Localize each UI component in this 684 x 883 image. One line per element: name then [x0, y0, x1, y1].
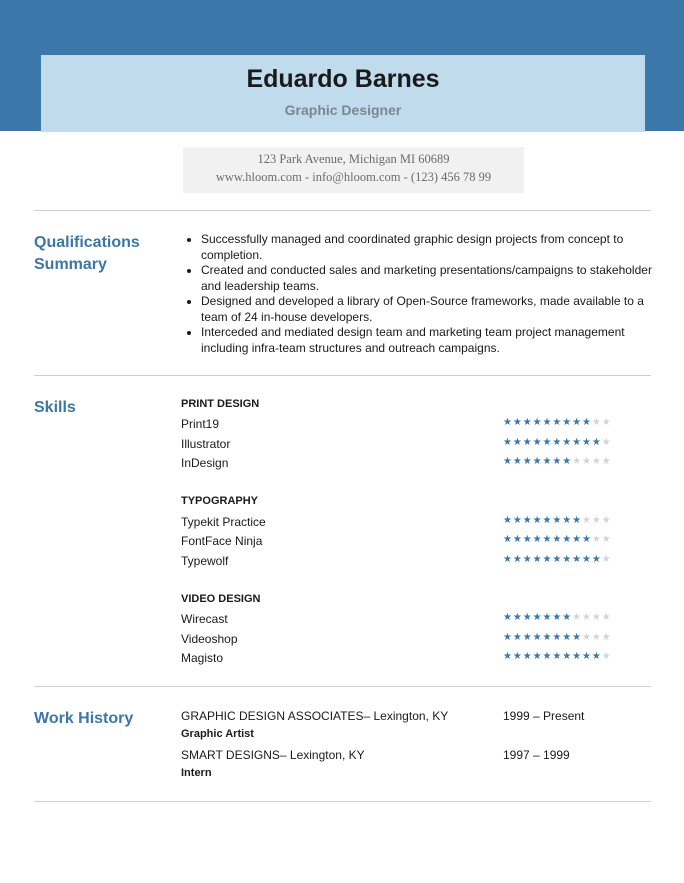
- job-title: Intern: [181, 767, 212, 779]
- star-filled-icon: ★: [582, 437, 592, 448]
- divider: [34, 210, 651, 211]
- star-empty-icon: ★: [572, 456, 582, 467]
- star-empty-icon: ★: [601, 456, 612, 467]
- job-dates: 1999 – Present: [503, 709, 585, 723]
- star-empty-icon: ★: [601, 554, 612, 565]
- star-filled-icon: ★: [542, 612, 553, 623]
- skill-rating: [503, 554, 612, 566]
- star-filled-icon: ★: [522, 651, 533, 662]
- work-history-heading: Work History: [34, 710, 134, 727]
- skill-name: Magisto: [181, 651, 224, 665]
- job-title: Graphic Artist: [181, 728, 254, 740]
- star-filled-icon: ★: [532, 632, 543, 643]
- skill-category: VIDEO DESIGN: [181, 593, 261, 605]
- star-filled-icon: ★: [532, 456, 543, 467]
- star-empty-icon: ★: [591, 632, 602, 643]
- star-filled-icon: ★: [512, 437, 523, 448]
- divider: [34, 686, 651, 687]
- star-filled-icon: ★: [503, 417, 513, 428]
- skill-name: Typewolf: [181, 554, 229, 568]
- qualification-item: • Designed and developed a library of Open-Source frameworks, made available to a team of 24 in-house developers.: [201, 294, 671, 325]
- star-filled-icon: ★: [582, 417, 592, 428]
- star-filled-icon: ★: [512, 632, 523, 643]
- star-filled-icon: ★: [532, 554, 543, 565]
- skill-name: Typekit Practice: [181, 515, 266, 529]
- star-filled-icon: ★: [552, 456, 563, 467]
- skill-rating: [503, 515, 612, 527]
- star-filled-icon: ★: [522, 554, 533, 565]
- qualifications-heading-line2: Summary: [34, 256, 107, 273]
- skill-rating: [503, 612, 612, 624]
- star-filled-icon: ★: [572, 632, 582, 643]
- skill-rating: [503, 632, 612, 644]
- contact-line: www.hloom.com - info@hloom.com - (123) 456 78 99: [215, 170, 492, 184]
- skill-name: FontFace Ninja: [181, 534, 263, 548]
- star-filled-icon: ★: [532, 515, 543, 526]
- star-empty-icon: ★: [591, 515, 602, 526]
- skill-name: Print19: [181, 417, 220, 431]
- qualifications-heading: [34, 232, 140, 276]
- star-filled-icon: ★: [512, 612, 523, 623]
- star-filled-icon: ★: [562, 651, 573, 662]
- star-filled-icon: ★: [572, 554, 582, 565]
- star-filled-icon: ★: [562, 554, 573, 565]
- star-filled-icon: ★: [552, 417, 563, 428]
- skill-rating: [503, 651, 612, 663]
- star-filled-icon: ★: [582, 534, 592, 545]
- star-filled-icon: ★: [512, 554, 523, 565]
- star-empty-icon: ★: [582, 515, 592, 526]
- star-filled-icon: ★: [542, 554, 553, 565]
- skills-heading: Skills: [34, 399, 76, 416]
- star-empty-icon: ★: [601, 417, 612, 428]
- skill-rating: [503, 534, 612, 546]
- star-filled-icon: ★: [572, 534, 582, 545]
- star-empty-icon: ★: [582, 456, 592, 467]
- star-filled-icon: ★: [591, 437, 602, 448]
- star-empty-icon: ★: [601, 651, 612, 662]
- star-filled-icon: ★: [552, 612, 563, 623]
- star-filled-icon: ★: [503, 632, 513, 643]
- star-filled-icon: ★: [582, 554, 592, 565]
- star-filled-icon: ★: [512, 417, 523, 428]
- star-filled-icon: ★: [522, 456, 533, 467]
- star-filled-icon: ★: [532, 534, 543, 545]
- name-box: [41, 55, 645, 132]
- star-filled-icon: ★: [572, 651, 582, 662]
- star-filled-icon: ★: [552, 534, 563, 545]
- star-filled-icon: ★: [552, 651, 563, 662]
- star-filled-icon: ★: [542, 456, 553, 467]
- skill-name: Illustrator: [181, 437, 231, 451]
- star-filled-icon: ★: [572, 515, 582, 526]
- candidate-name: Eduardo Barnes: [246, 65, 440, 93]
- star-filled-icon: ★: [503, 651, 513, 662]
- qualifications-list: [181, 232, 671, 356]
- star-filled-icon: ★: [562, 417, 573, 428]
- star-empty-icon: ★: [591, 612, 602, 623]
- star-empty-icon: ★: [582, 632, 592, 643]
- job-dates: 1997 – 1999: [503, 748, 570, 762]
- star-filled-icon: ★: [512, 534, 523, 545]
- star-filled-icon: ★: [562, 534, 573, 545]
- star-filled-icon: ★: [512, 651, 523, 662]
- skill-name: Wirecast: [181, 612, 228, 626]
- skill-name: InDesign: [181, 456, 229, 470]
- skill-category: PRINT DESIGN: [181, 398, 260, 410]
- skill-category: TYPOGRAPHY: [181, 495, 259, 507]
- star-filled-icon: ★: [532, 612, 543, 623]
- star-filled-icon: ★: [532, 651, 543, 662]
- star-empty-icon: ★: [601, 515, 612, 526]
- divider: [34, 375, 651, 376]
- star-filled-icon: ★: [572, 417, 582, 428]
- star-filled-icon: ★: [532, 417, 543, 428]
- star-empty-icon: ★: [601, 534, 612, 545]
- star-filled-icon: ★: [542, 515, 553, 526]
- star-filled-icon: ★: [542, 632, 553, 643]
- star-filled-icon: ★: [582, 651, 592, 662]
- star-empty-icon: ★: [591, 417, 602, 428]
- candidate-title: Graphic Designer: [284, 102, 402, 118]
- star-empty-icon: ★: [582, 612, 592, 623]
- star-filled-icon: ★: [522, 437, 533, 448]
- star-filled-icon: ★: [542, 417, 553, 428]
- contact-box: [183, 147, 524, 193]
- star-filled-icon: ★: [572, 437, 582, 448]
- star-filled-icon: ★: [503, 554, 513, 565]
- star-filled-icon: ★: [522, 632, 533, 643]
- star-filled-icon: ★: [552, 515, 563, 526]
- job-company: SMART DESIGNS– Lexington, KY: [181, 748, 365, 762]
- star-filled-icon: ★: [562, 515, 573, 526]
- star-empty-icon: ★: [601, 632, 612, 643]
- star-filled-icon: ★: [542, 651, 553, 662]
- star-filled-icon: ★: [562, 437, 573, 448]
- star-filled-icon: ★: [591, 651, 602, 662]
- skill-rating: [503, 437, 612, 449]
- star-filled-icon: ★: [503, 437, 513, 448]
- skill-rating: [503, 456, 612, 468]
- qualifications-heading-line1: Qualifications: [34, 234, 140, 251]
- star-filled-icon: ★: [512, 456, 523, 467]
- star-filled-icon: ★: [522, 417, 533, 428]
- star-empty-icon: ★: [591, 456, 602, 467]
- address: 123 Park Avenue, Michigan MI 60689: [257, 152, 450, 166]
- star-filled-icon: ★: [562, 632, 573, 643]
- star-filled-icon: ★: [552, 437, 563, 448]
- job-company: GRAPHIC DESIGN ASSOCIATES– Lexington, KY: [181, 709, 449, 723]
- star-filled-icon: ★: [522, 515, 533, 526]
- star-filled-icon: ★: [503, 612, 513, 623]
- qualification-item: • Interceded and mediated design team and marketing team project management including infra-team structures and outreach campaigns.: [201, 325, 671, 356]
- star-empty-icon: ★: [591, 534, 602, 545]
- skill-name: Videoshop: [181, 632, 238, 646]
- qualification-item: • Successfully managed and coordinated graphic design projects from concept to completion.: [201, 232, 671, 263]
- star-filled-icon: ★: [591, 554, 602, 565]
- star-filled-icon: ★: [503, 534, 513, 545]
- star-filled-icon: ★: [512, 515, 523, 526]
- star-filled-icon: ★: [522, 534, 533, 545]
- star-filled-icon: ★: [542, 534, 553, 545]
- star-filled-icon: ★: [562, 456, 573, 467]
- star-filled-icon: ★: [562, 612, 573, 623]
- star-filled-icon: ★: [503, 456, 513, 467]
- star-filled-icon: ★: [532, 437, 543, 448]
- skill-rating: [503, 417, 612, 429]
- star-filled-icon: ★: [522, 612, 533, 623]
- star-filled-icon: ★: [552, 554, 563, 565]
- star-empty-icon: ★: [572, 612, 582, 623]
- star-filled-icon: ★: [552, 632, 563, 643]
- star-filled-icon: ★: [503, 515, 513, 526]
- star-empty-icon: ★: [601, 437, 612, 448]
- qualification-item: • Created and conducted sales and marketing presentations/campaigns to stakeholder and leadership teams.: [201, 263, 671, 294]
- star-empty-icon: ★: [601, 612, 612, 623]
- star-filled-icon: ★: [542, 437, 553, 448]
- divider: [34, 801, 651, 802]
